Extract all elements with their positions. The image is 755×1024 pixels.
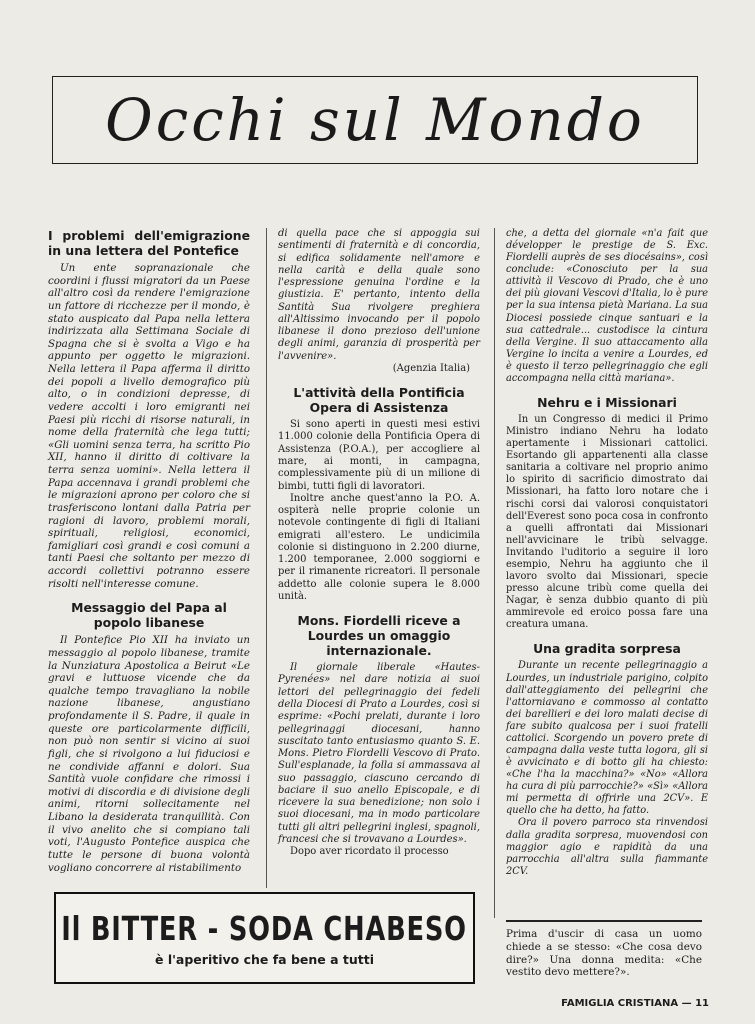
article-body: Il giornale liberale «Hautes-Pyrenées» nel dare notizia ai suoi lettori del pellegrinaggio dei fedeli della Diocesi di Prato a Lourdes, così si esprime: «Pochi prelati, durante i loro pellegrinaggi diocesani, hanno suscitato tanto entusiasmo quanto S. E. Mons. Pietro Fiordelli Vescovo di Prato. Sull'esplanade, la folla si ammassava al suo passaggio, ciascuno cercando di baciare il suo anello Episcopale, e di ricevere la sua benedizione; non solo i suoi diocesani, ma in modo particolare tutti gli altri pellegrini inglesi, spagnoli, francesi che si trovavano a Lourdes». bbox=[278, 662, 480, 845]
article-headline: Messaggio del Papa al popolo libanese bbox=[71, 600, 227, 631]
article-messaggio-continuation bbox=[278, 228, 480, 375]
article-body: Si sono aperti in questi mesi estivi 11.000 colonie della Pontificia Opera di Assistenza (P.O.A.), per accogliere al mare, ai monti, in campagna, complessivamente più di un milione di bimbi, tutti figli di lavoratori. bbox=[278, 419, 480, 492]
column-divider bbox=[494, 228, 495, 918]
masthead-title: Occhi sul Mondo bbox=[105, 86, 645, 154]
advertisement-tagline: è l'aperitivo che fa bene a tutti bbox=[154, 952, 374, 967]
article-body: Un ente sopranazionale che coordini i flussi migratori da un Paese all'altro così da rendere l'emigrazione un fattore di ricchezze per il mondo, è stato auspicato dal Papa nella lettera indirizzata alla Settimana Sociale di Spagna che si è svolta a Vigo e ha appunto per oggetto le migrazioni. Nella lettera il Papa afferma il diritto dei popoli a livello demografico più alto, o in condizioni depresse, di vedere accolti i loro emigranti nei Paesi più ricchi di risorse naturali, in nome della fraternità che lega tutti; «Gli uomini senza terra, ha scritto Pio XII, hanno il diritto di coltivare la terra senza uomini». Nella lettera il Papa accennava i grandi problemi che le migrazioni aprono per coloro che si trasferiscono lontani dalla Patria per ragioni di lavoro, problemi morali, spirituali, religiosi, economici, famigliari così grandi e così comuni a tanti Paesi che soltanto per mezzo di accordi collettivi potranno essere risolti nell'interesse comune. bbox=[48, 262, 250, 590]
article-headline: Una gradita sorpresa bbox=[533, 641, 681, 657]
article-sorpresa bbox=[506, 641, 708, 877]
advertisement-title: Il BITTER - SODA CHABESO bbox=[61, 909, 468, 948]
quip-divider bbox=[506, 920, 702, 922]
quip-text: Prima d'uscir di casa un uomo chiede a se stesso: «Che cosa devo dire?» Una donna medita: «Che vestito devo mettere?». bbox=[506, 928, 702, 979]
article-body: Ora il povero parroco sta rinvendosi dalla gradita sorpresa, muovendosi con maggior agio e rapidità da una parrocchia all'altra sulla fiammante 2CV. bbox=[506, 817, 708, 877]
article-body: Dopo aver ricordato il processo bbox=[290, 846, 449, 858]
article-source: (Agenzia Italia) bbox=[392, 362, 470, 374]
article-fiordelli-continuation bbox=[506, 228, 708, 385]
advertisement-box bbox=[54, 892, 475, 984]
column-divider bbox=[266, 228, 267, 888]
article-headline: L'attività della Pontificia Opera di Assistenza bbox=[293, 385, 465, 416]
article-body: Durante un recente pellegrinaggio a Lourdes, un industriale parigino, colpito dall'atteggiamento dei pellegrini che l'attorniavano e commosso al contatto dei barellieri e dei loro malati decise di fare subito qualcosa per i suoi fratelli cattolici. Scorgendo un povero prete di campagna dalla veste tutta logora, gli si è avvicinato e di botto gli ha chiesto: «Che l'ha la macchina?» «No» «Allora ha cura di più parrocchie?» «Sì» «Allora mi permetta di offrirle una 2CV». E quello che ha detto, ha fatto. bbox=[506, 660, 708, 817]
page-footer: FAMIGLIA CRISTIANA — 11 bbox=[561, 998, 709, 1009]
article-fiordelli bbox=[278, 613, 480, 858]
article-poa bbox=[278, 385, 480, 603]
column-2 bbox=[278, 228, 480, 868]
column-3 bbox=[506, 228, 708, 888]
article-body: In un Congresso di medici il Primo Ministro indiano Nehru ha lodato apertamente i Missionari cattolici. Esortando gli appartenenti alla classe sanitaria a coltivare nel proprio animo lo spirito di sacrificio dimostrato dai Missionari, ha fatto loro notare che i rischi corsi dai valorosi conquistatori dell'Everest sono poca cosa in confronto a quelli affrontati dai Missionari nell'avvicinare le tribù selvagge. Invitando l'uditorio a seguire il loro esempio, Nehru ha aggiunto che il lavoro svolto dai Missionari, specie presso alcune tribù come quella dei Nagar, è senza dubbio quanto di più ammirevole ed eroico possa fare una creatura umana. bbox=[506, 414, 708, 631]
article-headline: I problemi dell'emigrazione in una lettera del Pontefice bbox=[48, 228, 250, 258]
column-1 bbox=[48, 228, 250, 884]
article-headline: Nehru e i Missionari bbox=[537, 395, 677, 411]
article-body: Inoltre anche quest'anno la P.O. A. ospiterà nelle proprie colonie un notevole contingente di figli di Italiani emigrati all'estero. Le undicimila colonie si distinguono in 2.200 diurne, 1.200 temporanee, 2.000 soggiorni e per il rimanente ricreatori. Il personale addetto alle colonie supera le 8.000 unità. bbox=[278, 492, 480, 602]
article-headline: Mons. Fiordelli riceve a Lourdes un omaggio internazionale. bbox=[297, 613, 461, 659]
masthead-box bbox=[52, 76, 698, 164]
article-messaggio-libano bbox=[48, 600, 250, 874]
article-body: che, a detta del giornale «n'a fait que développer le prestige de S. Exc. Fiordelli auprès de ses diocésains», così conclude: «Conosciuto per la sua attività il Vescovo di Prado, che è uno dei più giovani Vescovi d'Italia, lo è pure per la sua intensa pietà Mariana. La sua Diocesi possiede cinque santuari e la sua cattedrale... custodisce la cintura della Vergine. Il suo attaccamento alla Vergine lo incita a venire a Lourdes, ed è questo il terzo pellegrinaggio che egli accompagna nella città mariana». bbox=[506, 228, 708, 384]
article-emigrazione bbox=[48, 228, 250, 590]
article-body: Il Pontefice Pio XII ha inviato un messaggio al popolo libanese, tramite la Nunziatura Apostolica a Beirut «Le gravi e luttuose vicende che da qualche tempo travagliano la nobile nazione libanese, angustiano profondamente il S. Padre, il quale in queste ore particolarmente difficili, non può non sentir si vicino ai suoi figli, che si rivolgono a lui fiduciosi e ne condivide affanni e dolori. Sua Santità vuole confidare che rimossi i motivi di discordia e di divisione degli animi, ritorni sollecitamente nel Libano la desiderata tranquillità. Con il vivo anelito che si compiano tali voti, l'Augusto Pontefice auspica che tutte le persone di buona volontà vogliano concorrere al ristabilimento bbox=[48, 634, 250, 874]
article-body: di quella pace che si appoggia sui sentimenti di fraternità e di concordia, si edifica solidamente nell'amore e nella carità e della quale sono l'espressione genuina l'ordine e la giustizia. E' pertanto, intento della Santità Sua rivolgere preghiera all'Altissimo invocando per il popolo libanese il dono prezioso dell'unione degli animi, garanzia di prosperità per l'avvenire». bbox=[278, 228, 480, 362]
article-nehru bbox=[506, 395, 708, 631]
